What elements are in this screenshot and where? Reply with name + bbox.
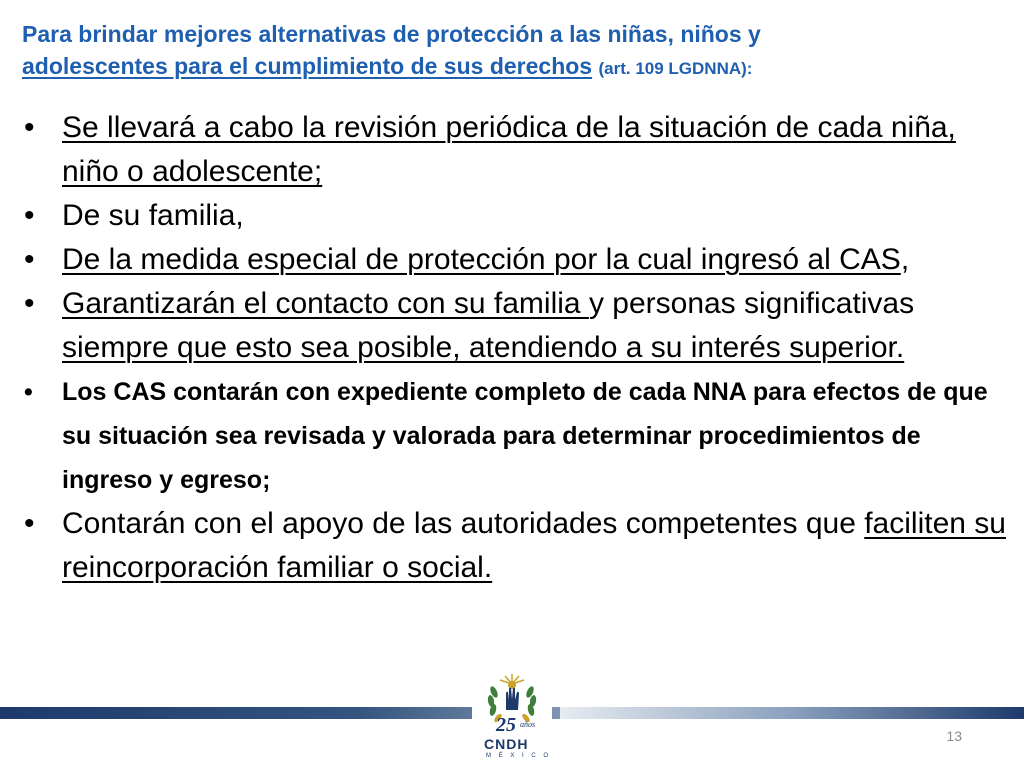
logo-years-label: años <box>520 720 536 729</box>
bullet-marker: • <box>24 287 35 320</box>
bullet-marker: • <box>24 199 35 232</box>
logo-anniversary-number: 25 <box>496 714 516 736</box>
bullet-item-bold <box>24 370 1014 502</box>
bullet-text-underlined: faciliten su reincorporación familiar o social. <box>62 507 1006 584</box>
bullet-item <box>24 106 1014 194</box>
bullet-marker: • <box>24 243 35 276</box>
bullet-text: y personas significativas <box>588 287 915 320</box>
bullet-text: Contarán con el apoyo de las autoridades competentes que <box>62 507 865 540</box>
bullet-list <box>24 106 1014 590</box>
header-line-2: adolescentes para el cumplimiento de sus derechos <box>22 53 593 79</box>
bullet-marker: • <box>24 111 35 144</box>
header-line-1: Para brindar mejores alternativas de protección a las niñas, niños y <box>22 21 761 47</box>
logo-org-name: CNDH <box>484 736 529 752</box>
bullet-marker: • <box>24 507 35 540</box>
cndh-logo <box>472 670 552 766</box>
bullet-text-underlined: Garantizarán el contacto con su familia <box>62 287 589 320</box>
bullet-marker: • <box>24 378 33 406</box>
bullet-text: Se llevará a cabo la revisión periódica de la situación de cada niña, niño o adolescente; <box>62 111 956 188</box>
page-number: 13 <box>946 728 962 744</box>
bullet-item <box>24 238 1014 282</box>
bullet-item <box>24 502 1014 590</box>
bullet-text-underlined: siempre que esto sea posible, atendiendo a su interés superior. <box>62 331 905 364</box>
slide-header <box>22 18 1002 85</box>
bullet-text-underlined: De la medida especial de protección por la cual ingresó al CAS <box>62 243 901 276</box>
bullet-item <box>24 282 1014 370</box>
footer-bar-right <box>560 707 1024 719</box>
logo-country: M É X I C O <box>486 753 552 759</box>
bullet-text: De su familia, <box>62 199 244 232</box>
bullet-text: , <box>900 243 910 276</box>
bullet-item <box>24 194 1014 238</box>
header-law-reference: (art. 109 LGDNNA): <box>598 59 753 78</box>
bullet-text: Los CAS contarán con expediente completo de cada NNA para efectos de que su situación sea revisada y valorada para determinar procedimientos de ingreso y egreso; <box>62 378 988 494</box>
